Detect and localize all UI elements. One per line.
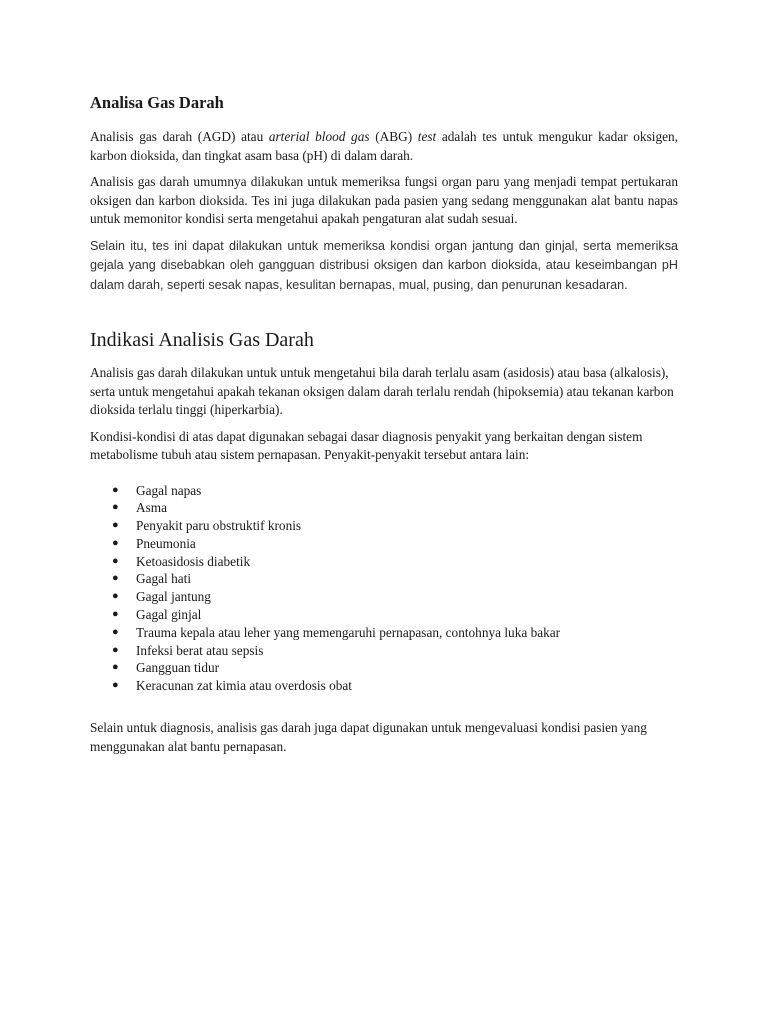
list-item: ● Infeksi berat atau sepsis [112, 642, 264, 658]
list-item: ● Penyakit paru obstruktif kronis [112, 518, 302, 534]
list-item: ● Trauma kepala atau leher yang memengaruhi pernapasan, contohnya luka bakar [112, 624, 561, 640]
list-item: ● Gagal napas [112, 482, 202, 498]
paragraph-fungsi: Analisis gas darah umumnya dilakukan untuk memeriksa fungsi organ paru yang menjadi tempat pertukaran oksigen dan karbon dioksida. Tes ini juga dilakukan pada pasien yang sedang menggunakan alat bantu napas untuk memonitor kondisi serta mengetahui apakah pengaturan alat sudah sesuai. [90, 174, 678, 226]
section-title-indikasi: Indikasi Analisis Gas Darah [90, 329, 314, 351]
list-item: ● Keracunan zat kimia atau overdosis obat [112, 678, 352, 694]
bullet-icon: ● [112, 608, 119, 621]
section-title-analisa: Analisa Gas Darah [90, 93, 224, 112]
bullet-icon: ● [112, 483, 119, 496]
paragraph-closing: Selain untuk diagnosis, analisis gas darah juga dapat digunakan untuk mengevaluasi kondisi pasien yang menggunakan alat bantu pernapasan. [90, 720, 647, 754]
list-item: ● Gagal jantung [112, 589, 211, 605]
bullet-icon: ● [112, 554, 119, 567]
bullet-icon: ● [112, 501, 119, 514]
paragraph-indikasi: Analisis gas darah dilakukan untuk untuk mengetahui bila darah terlalu asam (asidosis) atau basa (alkalosis), serta untuk mengetahui apakah tekanan oksigen dalam darah terlalu rendah (hipoksemia) atau tekanan karbon dioksida terlalu tinggi (hiperkarbia). [90, 365, 674, 417]
list-item: ● Pneumonia [112, 535, 196, 551]
bullet-icon: ● [112, 625, 119, 638]
bullet-icon: ● [112, 519, 119, 532]
disease-list [90, 482, 678, 696]
italic-term: arterial blood gas [268, 129, 370, 144]
document-body [90, 92, 678, 756]
list-item: ● Gangguan tidur [112, 660, 220, 676]
list-item: ● Gagal hati [112, 571, 192, 587]
bullet-icon: ● [112, 536, 119, 549]
bullet-icon: ● [112, 661, 119, 674]
italic-term: test [417, 129, 437, 144]
bullet-icon: ● [112, 572, 119, 585]
list-item: ● Ketoasidosis diabetik [112, 553, 251, 569]
list-item: ● Gagal ginjal [112, 607, 202, 623]
bullet-icon: ● [112, 679, 119, 692]
paragraph-kondisi: Kondisi-kondisi di atas dapat digunakan sebagai dasar diagnosis penyakit yang berkaitan dengan sistem metabolisme tubuh atau sistem pernapasan. Penyakit-penyakit tersebut antara lain: [90, 428, 643, 462]
intro-paragraph: Analisis gas darah (AGD) atau arterial blood gas (ABG) test adalah tes untuk mengukur kadar oksigen, karbon dioksida, dan tingkat asam basa (pH) di dalam darah. [90, 129, 678, 163]
bullet-icon: ● [112, 643, 119, 656]
bullet-icon: ● [112, 590, 119, 603]
paragraph-selain-itu: Selain itu, tes ini dapat dilakukan untuk memeriksa kondisi organ jantung dan ginjal, serta memeriksa gejala yang disebabkan oleh gangguan distribusi oksigen dan karbon dioksida, atau keseimbangan pH dalam darah, seperti sesak napas, kesulitan bernapas, mual, pusing, dan penurunan kesadaran. [90, 238, 678, 292]
list-item: ● Asma [112, 500, 168, 516]
